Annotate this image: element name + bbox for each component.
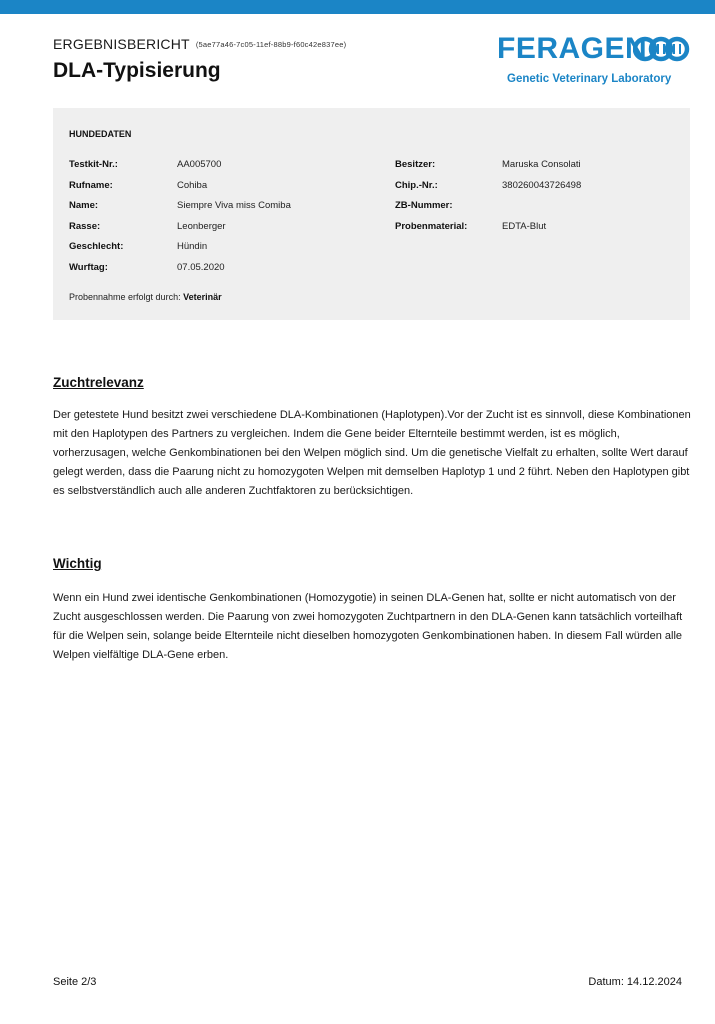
section-text-important: Wenn ein Hund zwei identische Genkombinationen (Homozygotie) in seinen DLA-Genen hat, sollte er nicht automatisch von der Zucht ausgeschlossen werden. Die Paarung von zwei homozygoten Zuchtpartnern in den DLA-Genen kann tatsächlich vorteilhaft für die Welpen sein, solange beide Elternteile nicht dieselben homozygoten Genkombinationen haben. In diesem Fall würden alle Welpen vielfältige DLA-Gene erben. [53, 592, 683, 661]
feragen-logo [497, 31, 692, 91]
sampling-value: Veterinär [183, 292, 222, 302]
section-heading-breeding-relevance: Zuchtrelevanz [53, 375, 144, 390]
section-text-breeding-relevance: Der getestete Hund besitzt zwei verschiedene DLA-Kombinationen (Haplotypen).Vor der Zucht ist es sinnvoll, diese Kombinationen mit den Haplotypen des Partners zu vergleichen. Indem die Gene beider Elternteile bestimmt werden, ist es möglich, vorherzusagen, welche Genkombinationen bei den Welpen möglich sind. Um die genetische Vielfalt zu erhalten, sollte Wert darauf gelegt werden, dass die Paarung nicht zu homozygoten Welpen mit demselben Haplotyp 1 und 2 führt. Neben den Haplotypen gibt es selbstverständlich auch alle anderen Zuchtfaktoren zu berücksichtigen. [53, 409, 691, 497]
owner-value: Maruska Consolati [502, 159, 581, 170]
sex-value: Hündin [177, 241, 208, 252]
sample-material-value: EDTA-Blut [502, 221, 547, 232]
section-heading-important: Wichtig [53, 556, 102, 571]
logo-tagline: Genetic Veterinary Laboratory [507, 73, 672, 85]
sampling-prefix: Probennahme erfolgt durch: [69, 292, 181, 302]
breed-label: Rasse: [69, 221, 101, 232]
dna-helix-icon [633, 35, 691, 63]
report-date: Datum: 14.12.2024 [588, 976, 682, 988]
testkit-label: Testkit-Nr.: [69, 159, 118, 170]
report-title: DLA-Typisierung [53, 59, 221, 82]
page-number: Seite 2/3 [53, 976, 97, 988]
breed-value: Leonberger [177, 221, 226, 232]
dog-data-box [53, 108, 690, 320]
birth-date-label: Wurftag: [69, 262, 108, 273]
report-id: (5ae77a46-7c05-11ef-88b9-f60c42e837ee) [195, 40, 347, 49]
logo-wordmark: FERAGEN [497, 32, 648, 65]
testkit-value: AA005700 [177, 159, 222, 170]
report-kind-label: ERGEBNISBERICHT [53, 36, 190, 52]
birth-date-value: 07.05.2020 [177, 262, 225, 273]
sample-material-label: Probenmaterial: [395, 221, 468, 232]
studbook-label: ZB-Nummer: [395, 200, 453, 211]
name-label: Name: [69, 200, 99, 211]
call-name-value: Cohiba [177, 180, 208, 191]
sampling-line [69, 292, 222, 302]
dog-data-heading: HUNDEDATEN [69, 129, 132, 139]
name-value: Siempre Viva miss Comiba [177, 200, 291, 211]
sex-label: Geschlecht: [69, 241, 124, 252]
owner-label: Besitzer: [395, 159, 436, 170]
call-name-label: Rufname: [69, 180, 113, 191]
report-kind [53, 36, 346, 52]
top-accent-bar [0, 0, 715, 14]
chip-label: Chip.-Nr.: [395, 180, 438, 191]
chip-value: 380260043726498 [502, 180, 582, 191]
